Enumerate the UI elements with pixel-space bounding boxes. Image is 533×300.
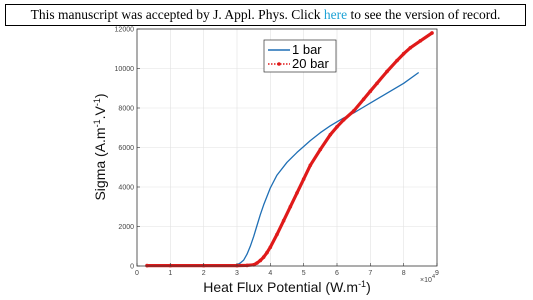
y-tick-label: 0 — [130, 263, 134, 271]
x-tick-label: 7 — [368, 270, 373, 277]
x-axis-label-close: ) — [366, 279, 371, 295]
x-tick-label: 1 — [168, 270, 173, 277]
y-tick-label: 2000 — [118, 224, 134, 231]
manuscript-banner — [5, 4, 526, 26]
data-point-20-bar — [309, 163, 313, 167]
banner-text-after: to see the version of record. — [347, 7, 501, 22]
data-point-20-bar — [259, 259, 263, 263]
data-point-20-bar — [395, 59, 399, 63]
x-axis-label-superscript: -1 — [358, 279, 367, 289]
data-point-20-bar — [262, 255, 266, 259]
data-point-20-bar — [265, 251, 269, 255]
x-tick-label: 9 — [435, 270, 439, 277]
legend-label-20-bar: 20 bar — [292, 56, 329, 71]
y-axis-label — [92, 93, 108, 200]
data-point-20-bar — [282, 219, 286, 223]
data-point-20-bar — [430, 31, 434, 35]
x-tick-label: 4 — [268, 270, 273, 277]
data-point-20-bar — [362, 97, 366, 101]
y-axis-label-mid: .V — [92, 106, 108, 120]
y-axis-label-sup1: -1 — [92, 119, 102, 128]
y-axis-label-text: Sigma (A.m — [92, 127, 108, 201]
data-point-20-bar — [375, 82, 379, 86]
data-point-20-bar — [269, 245, 273, 249]
data-point-20-bar — [275, 233, 279, 237]
x-axis-label — [203, 279, 371, 295]
data-point-20-bar — [369, 89, 373, 93]
x-tick-label: 0 — [135, 270, 139, 277]
x-tick-label: 2 — [201, 270, 206, 277]
x-exponent-base: ×10 — [420, 277, 432, 284]
data-point-20-bar — [352, 109, 356, 113]
x-tick-label: 3 — [235, 270, 239, 277]
y-tick-label: 4000 — [118, 184, 134, 192]
data-point-20-bar — [402, 52, 406, 56]
x-exponent-power: 4 — [432, 274, 436, 280]
data-point-20-bar — [409, 46, 413, 50]
data-point-20-bar — [329, 133, 333, 137]
version-of-record-link[interactable]: here — [323, 7, 348, 22]
data-point-20-bar — [319, 148, 323, 152]
x-tick-label: 6 — [335, 270, 339, 277]
y-tick-label: 10000 — [114, 66, 134, 73]
legend — [264, 40, 336, 72]
y-tick-label: 12000 — [114, 26, 134, 34]
data-point-20-bar — [245, 264, 249, 268]
banner-text-before: This manuscript was accepted by J. Appl. Phys. Click — [30, 7, 324, 22]
data-point-20-bar — [295, 191, 299, 195]
data-point-20-bar — [419, 39, 423, 43]
y-tick-label: 6000 — [118, 145, 134, 152]
data-point-20-bar — [335, 125, 339, 129]
x-tick-label: 5 — [301, 270, 306, 277]
y-axis-label-close: ) — [92, 93, 108, 99]
x-axis-label-text: Heat Flux Potential (W.m — [203, 279, 359, 295]
x-tick-label: 8 — [401, 270, 406, 277]
data-point-20-bar — [342, 118, 346, 122]
legend-label-1-bar: 1 bar — [292, 42, 322, 57]
legend-marker-20-bar — [277, 62, 281, 66]
data-point-20-bar — [385, 70, 389, 74]
data-point-20-bar — [302, 177, 306, 181]
data-point-20-bar — [289, 205, 293, 209]
data-point-20-bar — [255, 261, 259, 265]
y-axis-label-sup2: -1 — [92, 98, 102, 107]
y-tick-label: 8000 — [118, 105, 134, 113]
